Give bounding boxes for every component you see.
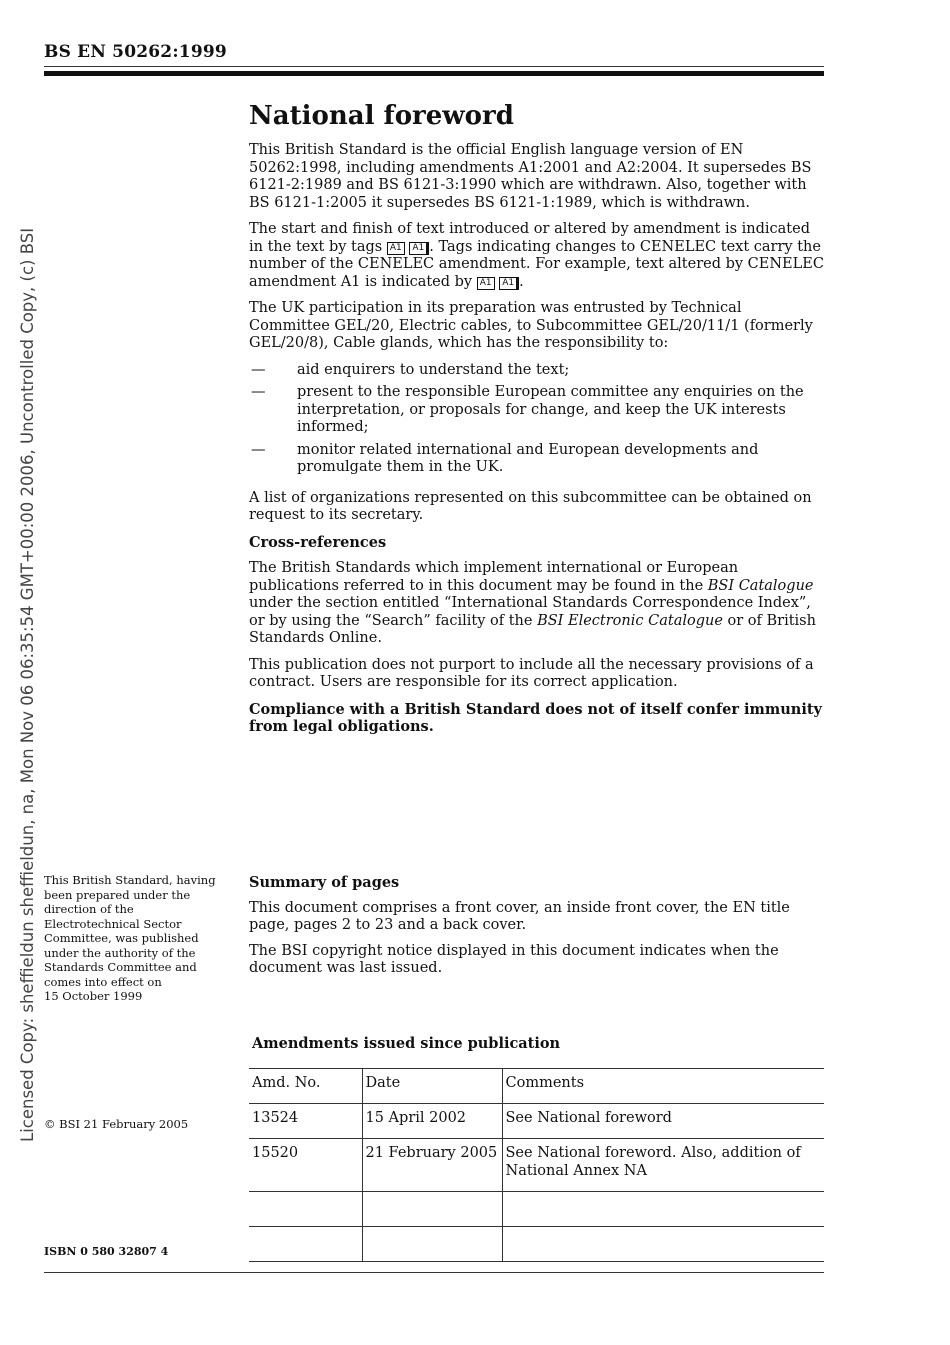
cross-references-paragraph xyxy=(249,560,824,648)
provisions-paragraph: This publication does not purport to include all the necessary provisions of a contract. Users are responsible for its correct application. xyxy=(249,656,814,690)
list-item xyxy=(249,384,824,437)
table-row xyxy=(249,1104,824,1139)
comments-cell: See National foreword. Also, addition of National Annex NA xyxy=(502,1139,824,1192)
table-row xyxy=(249,1139,824,1192)
dash-bullet: — xyxy=(251,441,266,458)
list-item xyxy=(249,442,824,477)
summary-of-pages xyxy=(249,874,824,986)
list-item-text: aid enquirers to understand the text; xyxy=(297,361,570,378)
committee-paragraph: The UK participation in its preparation was entrusted by Technical Committee GEL/20, Electric cables, to Subcommittee GEL/20/11/1 (formerly GEL/20/8), Cable glands, which has the responsibility to: xyxy=(249,300,813,351)
national-foreword xyxy=(249,100,824,745)
comments-cell xyxy=(502,1192,824,1227)
header-rule-thin xyxy=(44,66,824,67)
tags-text-b: . Tags indicating changes to CENELEC text carry the number of the CENELEC amendment. For example, text altered by CENELEC amendment A1 is indicated by xyxy=(249,238,824,290)
dash-bullet: — xyxy=(251,384,266,400)
list-item-text: monitor related international and European developments and promulgate them in the UK. xyxy=(297,441,759,475)
date-cell xyxy=(362,1192,502,1227)
document-id: BS EN 50262:1999 xyxy=(44,42,227,62)
summary-paragraph: This document comprises a front cover, an inside front cover, the EN title page, pages 2 to 23 and a back cover. xyxy=(249,899,790,933)
footer-rule xyxy=(44,1272,824,1273)
organizations-paragraph: A list of organizations represented on this subcommittee can be obtained on request to its secretary. xyxy=(249,489,812,523)
amendment-tags-paragraph xyxy=(249,221,824,291)
amd-number-cell: 15520 xyxy=(249,1139,362,1192)
tags-text-a: The start and finish of text introduced or altered by amendment is indicated in the text by tags xyxy=(249,221,810,255)
publication-note-text: This British Standard, having been prepared under the direction of the Electrotechnical Sector Committee, was published under the authority of the Standards Committee and comes into effect on xyxy=(44,873,216,989)
cross-references-heading: Cross-references xyxy=(249,533,387,551)
amd-number-cell: 13524 xyxy=(249,1104,362,1139)
date-cell xyxy=(362,1227,502,1262)
amendment-end-tag-icon: A1 xyxy=(409,242,429,255)
license-watermark: Licensed Copy: sheffieldun sheffieldun, na, Mon Nov 06 06:35:54 GMT+00:00 2006, Uncontrolled Copy, (c) BSI xyxy=(18,227,37,1142)
list-item xyxy=(249,362,824,380)
list-item-text: present to the responsible European committee any enquiries on the interpretation, or proposals for change, and keep the UK interests informed; xyxy=(297,384,804,435)
date-cell: 15 April 2002 xyxy=(362,1104,502,1139)
table-row xyxy=(249,1192,824,1227)
header-rule-thick xyxy=(44,71,824,76)
page-title: National foreword xyxy=(249,101,514,131)
summary-heading: Summary of pages xyxy=(249,874,400,891)
amendment-end-tag-icon: A1 xyxy=(499,277,519,290)
intro-paragraph: This British Standard is the official English language version of EN 50262:1998, including amendments A1:2001 and A2:2004. It supersedes BS 6121-2:1989 and BS 6121-3:1990 which are withdrawn. Also, together with BS 6121-1:2005 it supersedes BS 6121-1:1989, which is withdrawn. xyxy=(249,142,812,211)
amd-number-cell xyxy=(249,1192,362,1227)
crossref-text-e: or of British Standards Online. xyxy=(249,612,816,646)
tags-text-c: . xyxy=(519,273,524,290)
amendment-start-tag-icon: A1 xyxy=(477,277,495,290)
column-header: Comments xyxy=(502,1069,824,1104)
bsi-electronic-catalogue-title: BSI Electronic Catalogue xyxy=(537,612,723,629)
responsibility-list xyxy=(249,362,824,477)
effective-date: 15 October 1999 xyxy=(44,989,143,1003)
table-header-row xyxy=(249,1069,824,1104)
column-header: Date xyxy=(362,1069,502,1104)
dash-bullet: — xyxy=(251,361,266,378)
crossref-text-a: The British Standards which implement international or European publications referred to in this document may be found in the xyxy=(249,560,739,594)
date-cell: 21 February 2005 xyxy=(362,1139,502,1192)
amendments-heading: Amendments issued since publication xyxy=(252,1035,561,1052)
publication-note xyxy=(44,873,230,1004)
isbn: ISBN 0 580 32807 4 xyxy=(44,1245,169,1258)
compliance-statement: Compliance with a British Standard does not of itself confer immunity from legal obligations. xyxy=(249,700,822,735)
comments-cell xyxy=(502,1227,824,1262)
column-header: Amd. No. xyxy=(249,1069,362,1104)
comments-cell: See National foreword xyxy=(502,1104,824,1139)
amendments-table xyxy=(249,1068,824,1262)
crossref-text-c: under the section entitled “International Standards Correspondence Index”, or by using the “Search” facility of the xyxy=(249,595,811,629)
amd-number-cell xyxy=(249,1227,362,1262)
table-row xyxy=(249,1227,824,1262)
copyright-line: © BSI 21 February 2005 xyxy=(44,1117,189,1131)
copyright-notice-paragraph: The BSI copyright notice displayed in this document indicates when the document was last issued. xyxy=(249,942,779,976)
bsi-catalogue-title: BSI Catalogue xyxy=(707,577,814,594)
amendment-start-tag-icon: A1 xyxy=(387,242,405,255)
